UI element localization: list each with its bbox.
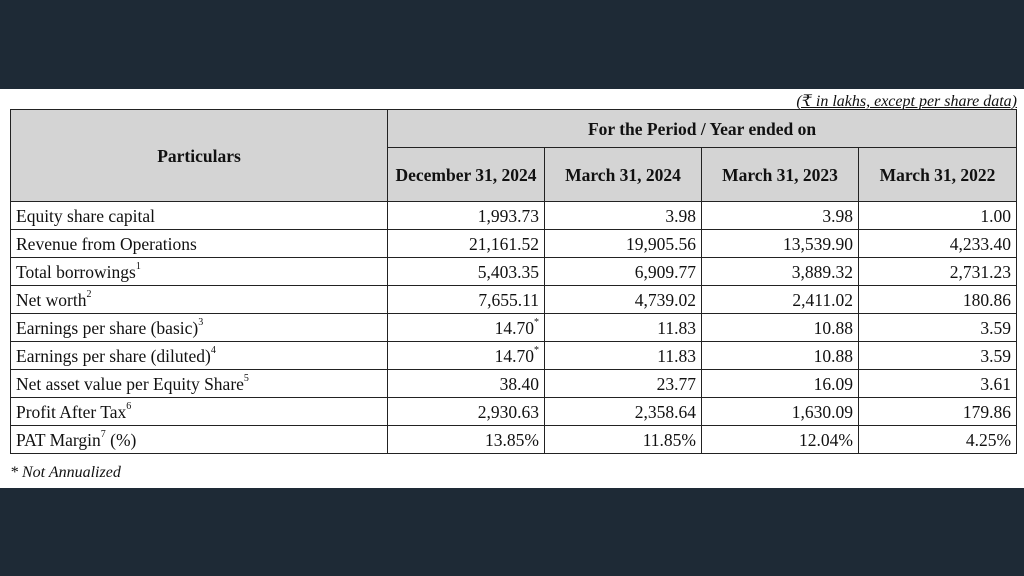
row-value-cell [859,230,1017,258]
row-label-footnote-ref: 1 [135,260,141,272]
row-value-cell [702,426,859,454]
row-value: 11.85% [642,429,696,450]
row-value-cell [388,426,545,454]
row-value: 3.59 [980,345,1012,366]
table-row [11,202,1017,230]
row-label: PAT Margin [16,429,101,450]
table-row [11,314,1017,342]
row-label: Net asset value per Equity Share [16,373,244,394]
row-value-cell [545,202,702,230]
row-value: 14.70 [494,317,534,338]
row-label-footnote-ref: 4 [210,344,216,356]
document-page [0,89,1024,488]
row-value-cell [859,202,1017,230]
table-body [11,202,1017,454]
header-col-mar-2022: March 31, 2022 [859,148,1017,202]
row-value-cell [545,314,702,342]
row-value: 4,233.40 [949,233,1012,254]
row-label-footnote-ref: 7 [100,428,106,440]
units-note: (₹ in lakhs, except per share data) [796,93,1017,110]
row-label: Equity share capital [16,205,155,226]
row-value-cell [388,230,545,258]
row-value: 1.00 [980,205,1012,226]
row-label-cell [11,286,388,314]
row-label-cell [11,230,388,258]
row-value: 7,655.11 [478,289,539,310]
row-label: Revenue from Operations [16,233,197,254]
row-label: Total borrowings [16,261,136,282]
row-value-cell [702,314,859,342]
table-row [11,258,1017,286]
row-label-cell [11,202,388,230]
row-value-cell [859,314,1017,342]
row-label-footnote-ref: 3 [198,316,204,328]
table-row [11,370,1017,398]
row-value-cell [859,258,1017,286]
row-value-cell [545,398,702,426]
row-value: 1,630.09 [791,401,853,422]
row-value-cell [859,398,1017,426]
header-col-mar-2024: March 31, 2024 [545,148,702,202]
row-label-cell [11,314,388,342]
row-value: 2,411.02 [792,289,853,310]
row-value: 4,739.02 [634,289,696,310]
row-value: 5,403.35 [477,261,539,282]
row-value: 21,161.52 [469,233,539,254]
row-label: Earnings per share (diluted) [16,345,211,366]
row-value: 180.86 [962,289,1012,310]
header-period-group: For the Period / Year ended on [388,110,1017,148]
row-value-cell [545,342,702,370]
row-value: 2,731.23 [949,261,1012,282]
table-row [11,426,1017,454]
row-value: 23.77 [656,373,696,394]
row-value: 3.61 [980,373,1012,394]
row-value: 16.09 [813,373,853,394]
row-value: 38.40 [499,373,539,394]
row-value: 14.70 [494,345,534,366]
row-value-cell [702,258,859,286]
row-value-cell [702,202,859,230]
row-value: 13,539.90 [783,233,853,254]
header-particulars: Particulars [11,110,388,202]
row-value-cell [545,286,702,314]
row-value: 10.88 [813,345,853,366]
row-value: 12.04% [799,429,853,450]
row-value-cell [388,398,545,426]
row-value: 3,889.32 [791,261,853,282]
row-label-suffix: (%) [105,429,137,450]
row-value-cell [545,426,702,454]
row-value: 2,358.64 [634,401,696,422]
not-annualized-marker: * [534,316,539,328]
not-annualized-marker: * [534,344,539,356]
row-label-footnote-ref: 5 [243,372,249,384]
row-value-cell [388,370,545,398]
row-value: 3.98 [822,205,853,226]
table-row [11,286,1017,314]
row-value: 19,905.56 [626,233,696,254]
row-value-cell [859,286,1017,314]
row-label-footnote-ref: 2 [86,288,92,300]
row-label-cell [11,370,388,398]
row-value-cell [702,398,859,426]
row-value-cell [388,202,545,230]
row-value-cell [859,342,1017,370]
row-value: 1,993.73 [477,205,539,226]
row-value-cell [859,370,1017,398]
row-value: 179.86 [962,401,1012,422]
bottom-background-band [0,488,1024,576]
row-value-cell [388,258,545,286]
row-label: Net worth [16,289,87,310]
row-value-cell [702,230,859,258]
table-row [11,230,1017,258]
row-value-cell [702,286,859,314]
financial-summary-table [10,109,1017,454]
row-value: 3.59 [980,317,1012,338]
row-value: 6,909.77 [634,261,696,282]
row-value-cell [388,286,545,314]
row-value: 2,930.63 [477,401,539,422]
row-value-cell [702,342,859,370]
row-label-footnote-ref: 6 [126,400,132,412]
table-row [11,398,1017,426]
header-col-dec-2024: December 31, 2024 [388,148,545,202]
row-value-cell [859,426,1017,454]
row-value-cell [702,370,859,398]
row-label-cell [11,258,388,286]
row-value: 11.83 [657,345,696,366]
row-value: 10.88 [813,317,853,338]
row-value: 11.83 [657,317,696,338]
row-label-cell [11,426,388,454]
row-label: Earnings per share (basic) [16,317,199,338]
row-value-cell [388,314,545,342]
row-value-cell [388,342,545,370]
top-background-band [0,0,1024,89]
row-label-cell [11,342,388,370]
header-col-mar-2023: March 31, 2023 [702,148,859,202]
table-row [11,342,1017,370]
row-label-cell [11,398,388,426]
row-label: Profit After Tax [16,401,127,422]
row-value-cell [545,370,702,398]
row-value: 13.85% [485,429,539,450]
row-value: 3.98 [665,205,696,226]
footnote-not-annualized: * Not Annualized [10,464,121,481]
row-value-cell [545,230,702,258]
row-value-cell [545,258,702,286]
row-value: 4.25% [965,429,1012,450]
